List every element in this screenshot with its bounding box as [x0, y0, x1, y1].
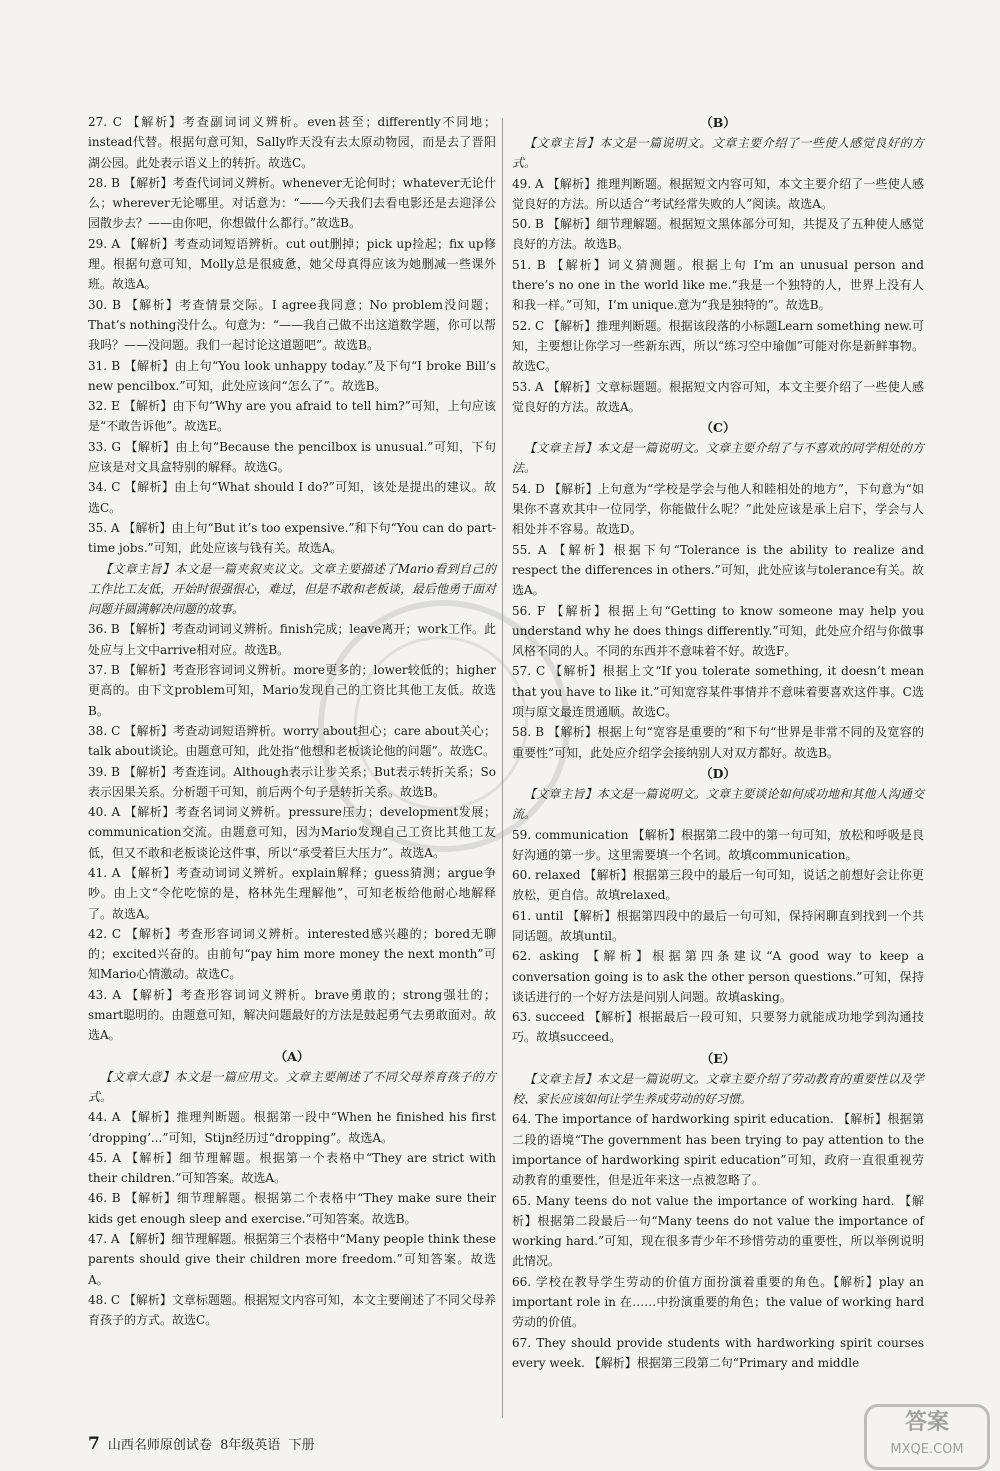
section-heading: （D） [700, 765, 736, 781]
answer-entry: 52. C 【解析】推理判断题。根据该段落的小标题Learn something new.可知，主要想让你学习一些新东西，所以“练习空中瑜伽”可能对你是新鲜事物。故选C。 [512, 318, 924, 374]
answer-entry: 42. C 【解析】考查形容词词义辨析。interested感兴趣的；bored无聊的；excited兴奋的。由前句“pay him more money the next month”可知Mario心情激动。故选C。 [88, 926, 496, 982]
answer-entry: 39. B 【解析】考查连词。Although表示让步关系；But表示转折关系；So表示因果关系。分析题干可知，前后两个句子是转折关系。故选B。 [88, 764, 496, 799]
article-summary: 【文章主旨】本文是一篇说明文。文章主要谈论如何成功地和其他人沟通交流。 [512, 786, 924, 822]
footer-title: 山西名师原创试卷 8年级英语 下册 [107, 1438, 315, 1453]
answer-entry: 64. The importance of hardworking spirit education. 【解析】根据第二段的语境“The government has been trying to pay attention to the importance of hardworking spirit education”可知，政府一直很重视劳动教育的重要性，但是近年来这一点被忽略了。 [512, 1112, 924, 1188]
answer-entry: 44. A 【解析】推理判断题。根据第一段中“When he finished his first ‘dropping’...”可知，Stijn经历过“dropping”。故选A。 [88, 1110, 496, 1145]
answer-entry: 31. B 【解析】由上句“You look unhappy today.”及下句“I broke Bill’s new pencilbox.”可知，此处应该问“怎么了”。故选B。 [88, 358, 496, 393]
answer-entry: 46. B 【解析】细节理解题。根据第二个表格中“They make sure their kids get enough sleep and exercise.”可知答案。故选B。 [88, 1191, 496, 1226]
answer-entry: 38. C 【解析】考查动词短语辨析。worry about担心；care about关心；talk about谈论。由题意可知，此处指“他想和老板谈论他的问题”。故选C。 [88, 723, 496, 759]
answer-entry: 50. B 【解析】细节理解题。根据短文黑体部分可知，共提及了五种使人感觉良好的方法。故选B。 [512, 217, 924, 252]
right-column [512, 112, 924, 1373]
section-heading: （E） [700, 1050, 736, 1066]
answer-entry: 37. B 【解析】考查形容词词义辨析。more更多的；lower较低的；higher更高的。由下文problem可知，Mario发现自己的工资比其他工友低。故选B。 [88, 663, 496, 718]
answer-entry: 56. F 【解析】根据上句“Getting to know someone may help you understand why he does things differently.”可知，此处应介绍与你做事风格不同的人。不同的东西并不意味着不好。故选F。 [512, 603, 924, 659]
answer-entry: 33. G 【解析】由上句“Because the pencilbox is unusual.”可知，下句应该是对文具盒特别的解释。故选G。 [88, 439, 496, 475]
answer-entry: 61. until 【解析】根据第四段中的最后一句可知，保持闲聊直到找到一个共同话题。故填until。 [512, 908, 924, 943]
logo-bottom-text: MXQE.COM [890, 1442, 964, 1457]
answer-entry: 28. B 【解析】考查代词词义辨析。whenever无论何时；whatever无论什么；wherever无论哪里。对话意为：“——今天我们去看电影还是去迎泽公园散步去？——由你吧，你想做什么都行。”故选B。 [88, 175, 496, 231]
article-summary: 【文章主旨】本文是一篇说明文。文章主要介绍了一些使人感觉良好的方式。 [512, 136, 924, 171]
answer-entry: 66. 学校在教导学生劳动的价值方面扮演着重要的角色。【解析】play an important role in 在……中扮演重要的角色；the value of working hard 劳动的价值。 [512, 1274, 924, 1330]
answer-entry: 27. C 【解析】考查副词词义辨析。even甚至；differently不同地；instead代替。根据句意可知，Sally昨天没有去太原动物园，而是去了晋阳湖公园。此处表示语义上的转折。故选C。 [88, 115, 496, 170]
section-heading: （B） [700, 115, 736, 130]
answer-entry: 43. A 【解析】考查形容词词义辨析。brave勇敢的；strong强壮的；smart聪明的。由题意可知，解决问题最好的方法是鼓起勇气去勇敢面对。故选A。 [88, 987, 496, 1043]
answer-entry: 45. A 【解析】细节理解题。根据第一个表格中“They are strict with their children.”可知答案。故选A。 [88, 1150, 496, 1186]
answer-entry: 41. A 【解析】考查动词词义辨析。explain解释；guess猜测；argue争吵。由上文“令佗吃惊的是，格林先生理解他”，可知老板给他耐心地解释了。故选A。 [88, 865, 496, 921]
answer-entry: 40. A 【解析】考查名词词义辨析。pressure压力；development发展；communication交流。由题意可知，因为Mario发现自己工资比其他工友低，但又不敢和老板谈论这件事，所以“承受着巨大压力”。故选A。 [88, 805, 496, 860]
article-summary: 【文章主旨】本文是一篇说明文。文章主要介绍了与不喜欢的同学相处的方法。 [512, 441, 924, 476]
left-column [88, 112, 496, 1331]
answer-entry: 63. succeed 【解析】根据最后一段可知，只要努力就能成功地学到沟通技巧。故填succeed。 [512, 1010, 924, 1045]
answer-entry: 67. They should provide students with hardworking spirit courses every week. 【解析】根据第三段第二句“Primary and middle [512, 1335, 924, 1370]
answer-entry: 65. Many teens do not value the importance of working hard. 【解析】根据第二段最后一句“Many teens do not value the importance of working hard.”可知，现在很多青少年不珍惜劳动的重要性，所以举例说明此情况。 [512, 1193, 924, 1269]
logo-top-text: 答案 [904, 1410, 949, 1435]
section-heading: （A） [274, 1048, 310, 1064]
answer-entry: 55. A 【解析】根据下句“Tolerance is the ability to realize and respect the differences in others.”可知，此处应该与tolerance有关。故选A。 [512, 542, 924, 598]
answer-entry: 58. B 【解析】根据上句“宽容是重要的”和下句“世界是非常不同的及宽容的重要性”可知，此处应介绍学会接纳别人对双方都好。故选B。 [512, 725, 924, 760]
answer-entry: 35. A 【解析】由上句“But it’s too expensive.”和下句“You can do part-time jobs.”可知，此处应该与钱有关。故选A。 [88, 520, 496, 556]
article-summary: 【文章主旨】本文是一篇说明文。文章主要介绍了劳动教育的重要性以及学校、家长应该如何让学生养成劳动的好习惯。 [512, 1071, 924, 1107]
answer-entry: 49. A 【解析】推理判断题。根据短文内容可知，本文主要介绍了一些使人感觉良好的方法。所以适合“考试经常失败的人”阅读。故选A。 [512, 176, 924, 211]
article-summary: 【文章主旨】本文是一篇夹叙夹议文。文章主要描述了Mario看到自己的工作比工友低，开始时很强很心，难过，但是不敢和老板谈，最后他勇于面对问题并圆满解决问题的故事。 [88, 561, 497, 617]
page-number: 7 [88, 1434, 100, 1454]
site-logo-watermark [864, 1404, 990, 1470]
answer-entry: 34. C 【解析】由上句“What should I do?”可知，该处是提出的建议。故选C。 [88, 480, 496, 515]
answer-entry: 36. B 【解析】考查动词词义辨析。finish完成；leave离开；work工作。此处应与上文中arrive相对应。故选B。 [88, 622, 496, 657]
answer-entry: 62. asking 【解析】根据第四条建议“A good way to keep a conversation going is to ask the other person questions.”可知，保持谈话进行的一个好方法是问别人问题。故填asking。 [512, 949, 924, 1004]
answer-entry: 32. E 【解析】由下句“Why are you afraid to tell him?”可知，上句应该是“不敢告诉他”。故选E。 [88, 399, 496, 434]
answer-entry: 29. A 【解析】考查动词短语辨析。cut out删掉；pick up捡起；fix up修理。根据句意可知，Molly总是很疲惫，她父母真得应该为她删减一些课外班。故选A。 [88, 236, 496, 292]
answer-entry: 53. A 【解析】文章标题题。根据短文内容可知，本文主要介绍了一些使人感觉良好的方法。故选A。 [512, 379, 924, 414]
section-heading: （C） [700, 420, 736, 436]
answer-entry: 59. communication 【解析】根据第二段中的第一句可知，放松和呼吸是良好沟通的第一步。这里需要填一个名词。故填communication。 [512, 827, 924, 862]
answer-entry: 47. A 【解析】细节理解题。根据第三个表格中“Many people think these parents should give their children more freedom.”可知答案。故选A。 [88, 1232, 496, 1287]
answer-entry: 30. B 【解析】考查情景交际。I agree我同意；No problem没问题；That’s nothing没什么。句意为：“——我自己做不出这道数学题，你可以帮我吗？——没问题。我们一起讨论这道题吧”。故选B。 [88, 297, 496, 353]
answer-entry: 51. B 【解析】词义猜测题。根据上句 I’m an unusual person and there’s no one in the world like me.“我是一个独特的人，世界上没有人和我一样。”可知，I’m unique.意为“我是独特的”。故选B。 [512, 257, 924, 313]
page-footer [88, 1434, 315, 1456]
answer-entry: 60. relaxed 【解析】根据第三段中的最后一句可知，说话之前想好会让你更放松，更自信。故填relaxed。 [512, 868, 924, 903]
answer-entry: 54. D 【解析】上句意为“学校是学会与他人和睦相处的地方”，下句意为“如果你不喜欢其中一位同学，你能做什么呢？”此处应该是承上启下，学会与人相处并不容易。故选D。 [512, 481, 924, 537]
article-summary: 【文章大意】本文是一篇应用文。文章主要阐述了不同父母养育孩子的方式。 [88, 1069, 496, 1104]
column-divider [502, 118, 503, 1418]
answer-entry: 57. C 【解析】根据上文“If you tolerate something, it doesn’t mean that you have to like it.”可知宽容某件事情并不意味着要喜欢这件事。C选项与原文最连贯通顺。故选C。 [512, 664, 924, 720]
answer-entry: 48. C 【解析】文章标题题。根据短文内容可知，本文主要阐述了不同父母养育孩子的方式。故选C。 [88, 1292, 496, 1328]
